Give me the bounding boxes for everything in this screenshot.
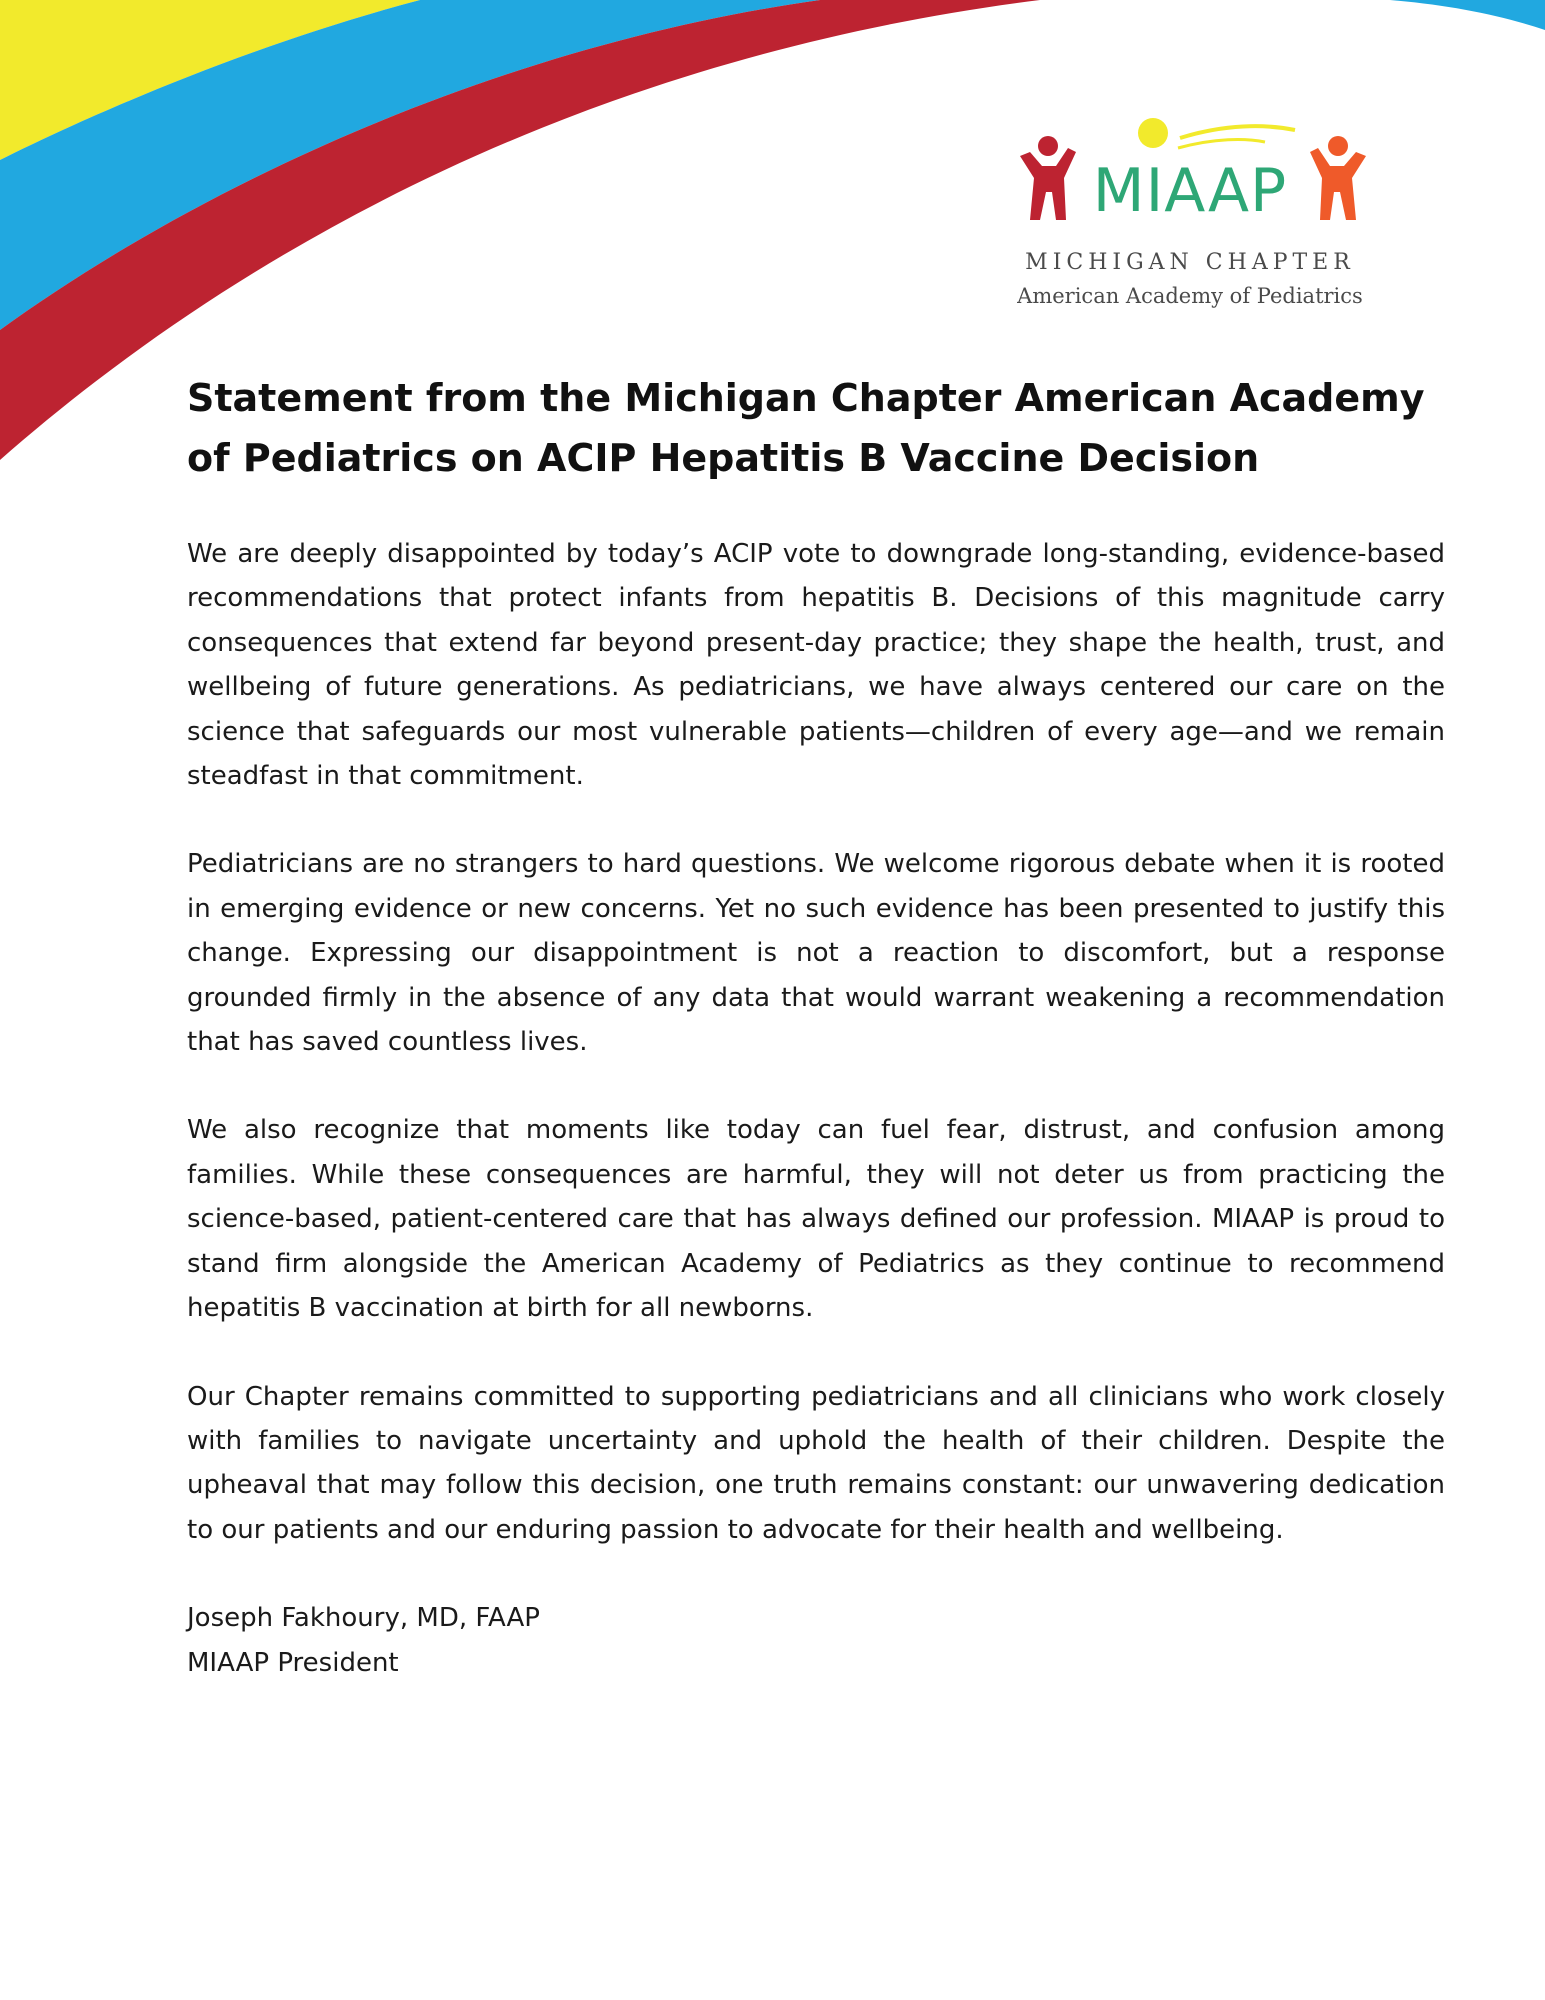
sun-icon [1138, 118, 1168, 148]
statement-paragraph: Our Chapter remains committed to supporting pediatricians and all clinicians who work closely with families to navigate uncertainty and uphold the health of their children. Despite the upheaval that may follow this decision, one truth remains constant: our unwavering dedication to our patients and our enduring passion to advocate for their health and wellbeing. [187, 1381, 1445, 1545]
statement-paragraph: We also recognize that moments like today can fuel fear, distrust, and confusion among families. While these consequences are harmful, they will not deter us from practicing the science-based, patient-centered care that has always defined our profession. MIAAP is proud to stand firm alongside the American Academy of Pediatrics as they continue to recommend hepatitis B vaccination at birth for all newborns. [187, 1115, 1445, 1324]
statement-title: Statement from the Michigan Chapter American Academy of Pediatrics on ACIP Hepatitis B Vaccine Decision [187, 376, 1425, 480]
sun-arc-icon [1180, 126, 1295, 138]
miaap-logo [1010, 108, 1400, 318]
signature-name: Joseph Fakhoury, MD, FAAP [187, 1603, 540, 1634]
child-figure-orange-icon [1310, 136, 1366, 220]
child-figure-red-icon [1020, 136, 1076, 220]
logo-chapter-line: MICHIGAN CHAPTER [1025, 250, 1355, 275]
statement-paragraph: We are deeply disappointed by today’s ACIP vote to downgrade long-standing, evidence-based recommendations that protect infants from hepatitis B. Decisions of this magnitude carry consequences that extend far beyond present-day practice; they shape the health, trust, and wellbeing of future generations. As pediatricians, we have always centered our care on the science that safeguards our most vulnerable patients—children of every age—and we remain steadfast in that commitment. [187, 539, 1445, 792]
logo-academy-line: American Academy of Pediatrics [1017, 284, 1363, 308]
statement-paragraph: Pediatricians are no strangers to hard questions. We welcome rigorous debate when it is rooted in emerging evidence or new concerns. Yet no such evidence has been presented to justify this change. Expressing our disappointment is not a reaction to discomfort, but a response grounded firmly in the absence of any data that would warrant weakening a recommendation that has saved countless lives. [187, 849, 1445, 1058]
top-right-blue-swoosh [1390, 0, 1545, 30]
signature-block [187, 1596, 1445, 1685]
statement-body [187, 368, 1445, 1685]
signature-title: MIAAP President [187, 1647, 399, 1678]
logo-wordmark: MIAAP [1092, 156, 1288, 226]
sun-arc-icon [1178, 140, 1265, 148]
